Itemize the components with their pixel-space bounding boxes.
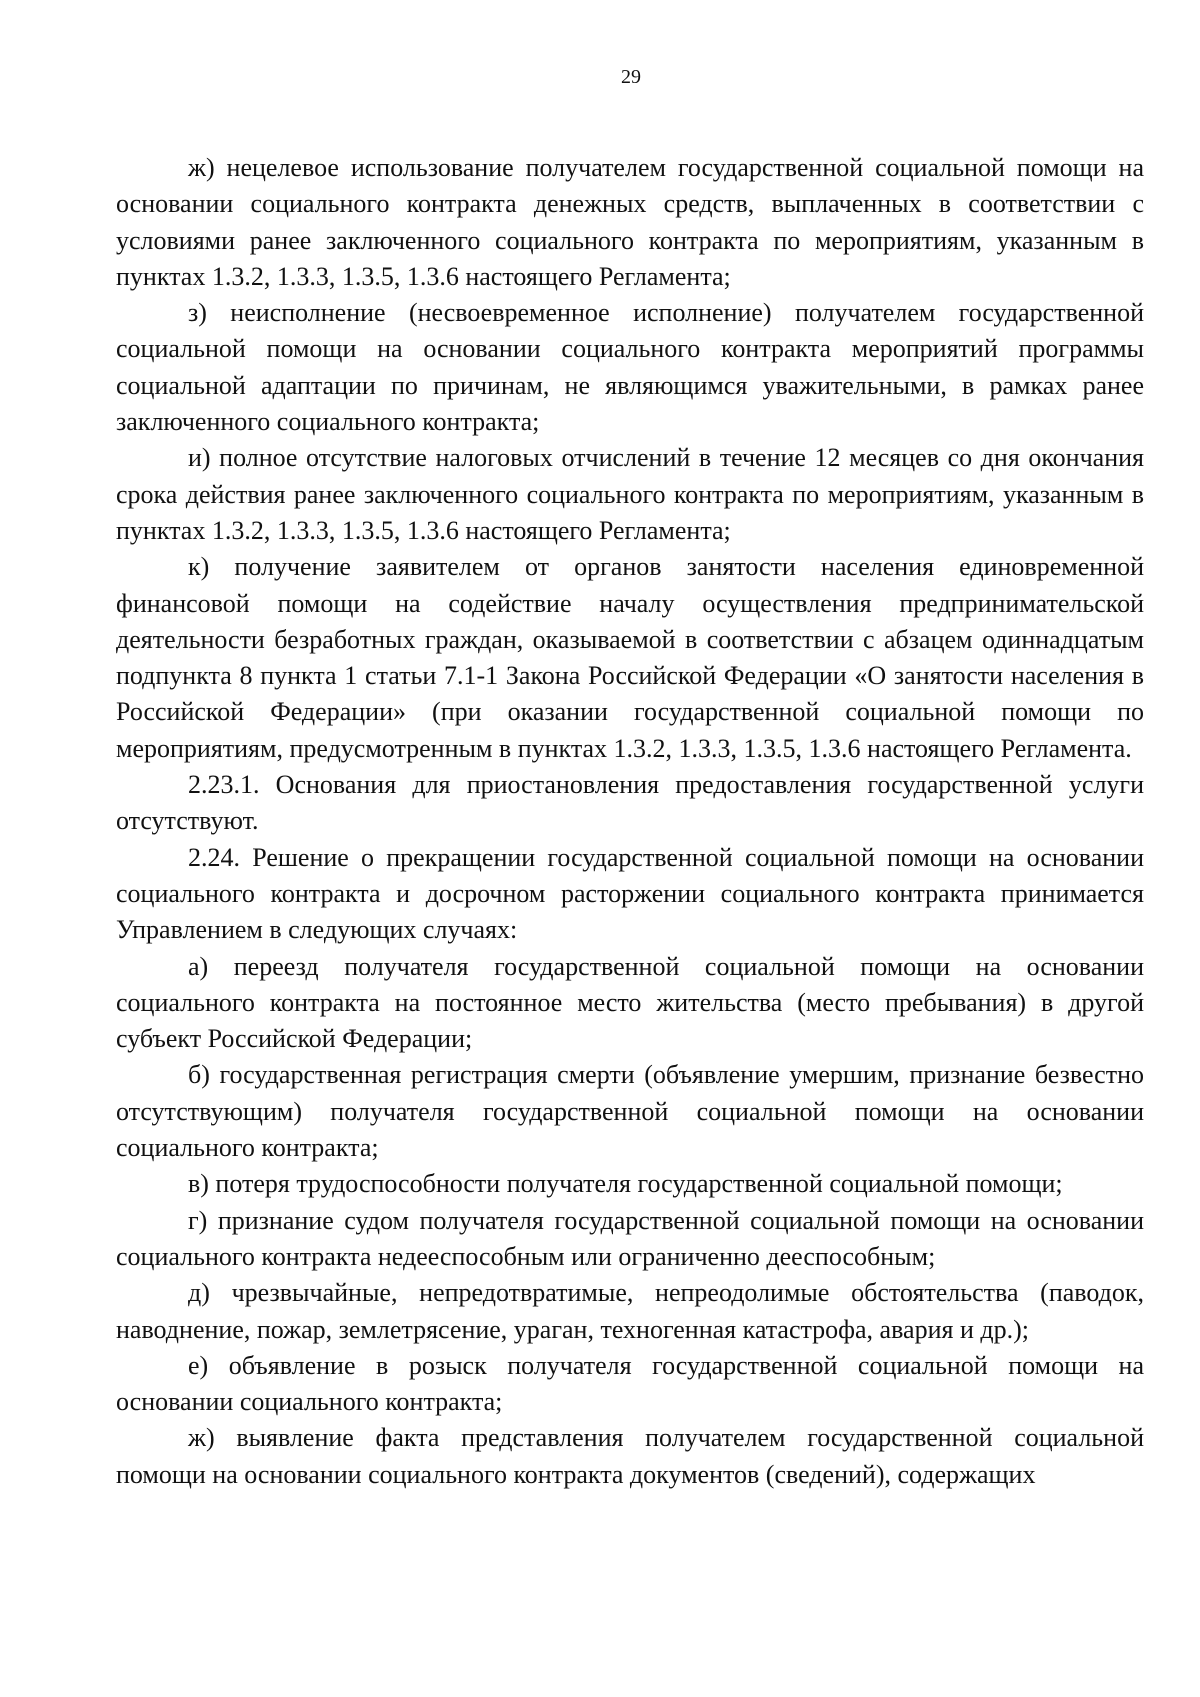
paragraph-b-death: б) государственная регистрация смерти (объявление умершим, признание безвестно отсутствующим) получателя государственной социальной помощи на основании социального контракта; [116, 1060, 1144, 1163]
paragraph-v-disability: в) потеря трудоспособности получателя государственной социальной помощи; [188, 1169, 1063, 1199]
document-body [116, 150, 1144, 1493]
page-number: 29 [621, 66, 641, 88]
paragraph-zh-misuse: ж) нецелевое использование получателем государственной социальной помощи на основании социального контракта денежных средств, выплаченных в соответствии с условиями ранее заключенного социального контракта по мероприятиям, указанным в пунктах 1.3.2, 1.3.3, 1.3.5, 1.3.6 настоящего Регламента; [116, 153, 1144, 291]
paragraph-2-24: 2.24. Решение о прекращении государственной социальной помощи на основании социального контракта и досрочном расторжении социального контракта принимается Управлением в следующих случаях: [116, 842, 1144, 945]
paragraph-a-relocation: а) переезд получателя государственной социальной помощи на основании социального контракта на постоянное место жительства (место пребывания) в другой субъект Российской Федерации; [116, 951, 1144, 1054]
paragraph-2-23-1: 2.23.1. Основания для приостановления предоставления государственной услуги отсутствуют. [116, 770, 1144, 836]
paragraph-e-wanted: е) объявление в розыск получателя государственной социальной помощи на основании социального контракта; [116, 1350, 1144, 1417]
paragraph-i-no-tax: и) полное отсутствие налоговых отчислений в течение 12 месяцев со дня окончания срока действия ранее заключенного социального контракта по мероприятиям, указанным в пунктах 1.3.2, 1.3.3, 1.3.5, 1.3.6 настоящего Регламента; [116, 443, 1144, 545]
paragraph-z-nonfulfillment: з) неисполнение (несвоевременное исполнение) получателем государственной социальной помощи на основании социального контракта мероприятий программы социальной адаптации по причинам, не являющимся уважительными, в рамках ранее заключенного социального контракта; [116, 298, 1144, 437]
paragraph-zh-false-docs: ж) выявление факта представления получателем государственной социальной помощи на основании социального контракта документов (сведений), содержащих [116, 1423, 1144, 1489]
paragraph-g-incapacity: г) признание судом получателя государственной социальной помощи на основании социального контракта недееспособным или ограниченно дееспособным; [116, 1205, 1144, 1271]
paragraph-d-force-majeure: д) чрезвычайные, непредотвратимые, непреодолимые обстоятельства (паводок, наводнение, пожар, землетрясение, ураган, техногенная катастрофа, авария и др.); [116, 1278, 1144, 1344]
paragraph-k-financial-aid: к) получение заявителем от органов занятости населения единовременной финансовой помощи на содействие началу осуществления предпринимательской деятельности безработных граждан, оказываемой в соответствии с абзацем одиннадцатым подпункта 8 пункта 1 статьи 7.1-1 Закона Российской Федерации «О занятости населения в Российской Федерации» (при оказании государственной социальной помощи по мероприятиям, предусмотренным в пунктах 1.3.2, 1.3.3, 1.3.5, 1.3.6 настоящего Регламента. [116, 552, 1144, 763]
